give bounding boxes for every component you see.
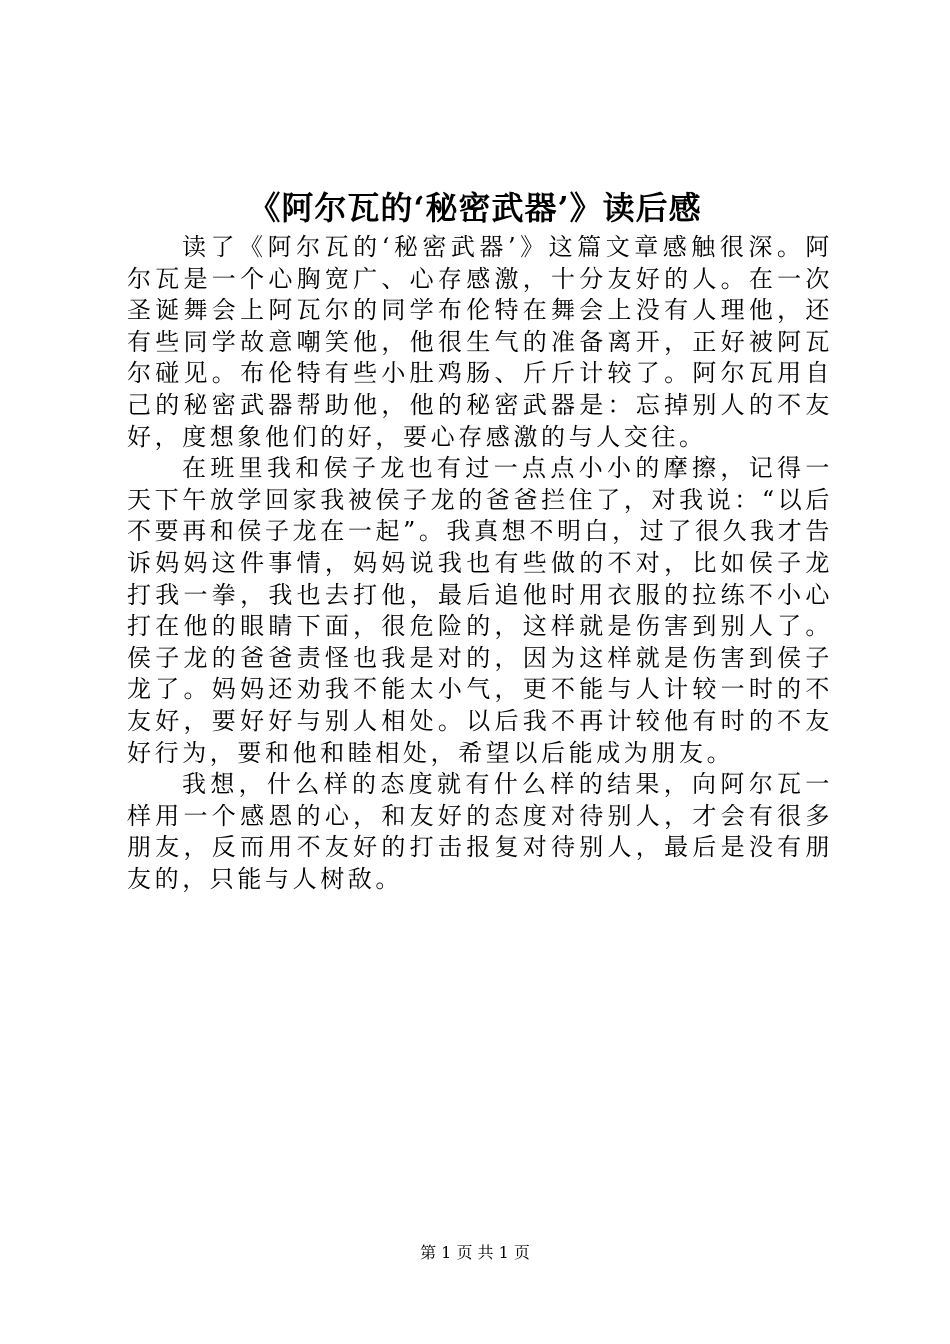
page-footer: 第 1 页 共 1 页 (420, 1243, 530, 1262)
document-body (127, 232, 833, 895)
document-title: 《阿尔瓦的‘秘密武器’》读后感 (248, 189, 702, 227)
paragraph-3: 我想，什么样的态度就有什么样的结果，向阿尔瓦一样用一个感恩的心，和友好的态度对待别人，才会有很多朋友，反而用不友好的打击报复对待别人，最后是没有朋友的，只能与人树敌。 (127, 770, 833, 893)
paragraph-2: 在班里我和侯子龙也有过一点点小小的摩擦，记得一天下午放学回家我被侯子龙的爸爸拦住了，对我说：“以后不要再和侯子龙在一起”。我真想不明白，过了很久我才告诉妈妈这件事情，妈妈说我也有些做的不对，比如侯子龙打我一拳，我也去打他，最后追他时用衣服的拉练不小心打在他的眼睛下面，很危险的，这样就是伤害到别人了。侯子龙的爸爸责怪也我是对的，因为这样就是伤害到侯子龙了。妈妈还劝我不能太小气，更不能与人计较一时的不友好，要好好与别人相处。以后我不再计较他有时的不友好行为，要和他和睦相处，希望以后能成为朋友。 (127, 454, 833, 767)
paragraph-1: 读了《阿尔瓦的‘秘密武器’》这篇文章感触很深。阿尔瓦是一个心胸宽广、心存感激，十分友好的人。在一次圣诞舞会上阿瓦尔的同学布伦特在舞会上没有人理他，还有些同学故意嘲笑他，他很生气的准备离开，正好被阿瓦尔碰见。布伦特有些小肚鸡肠、斤斤计较了。阿尔瓦用自己的秘密武器帮助他，他的秘密武器是：忘掉别人的不友好，度想象他们的好，要心存感激的与人交往。 (127, 233, 833, 451)
